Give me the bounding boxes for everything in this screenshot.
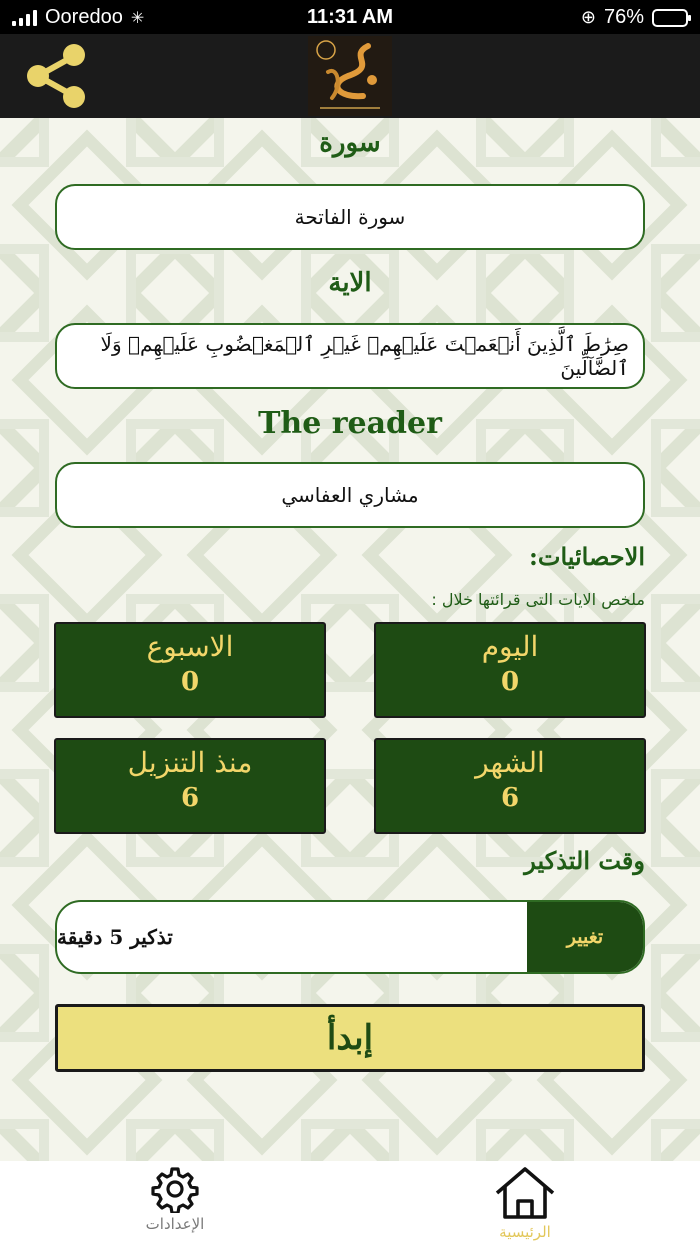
tab-settings-label: الإعدادات: [145, 1215, 205, 1233]
stat-label: الاسبوع: [146, 630, 234, 663]
activity-spinner-icon: ✳: [130, 9, 145, 27]
stats-subtitle: ملخص الايات التى قرائتها خلال :: [431, 590, 645, 609]
stat-value: 0: [500, 667, 520, 697]
rotation-lock-icon: ⊕: [580, 7, 596, 27]
stat-card-month: [374, 738, 646, 834]
battery-icon: [652, 9, 688, 27]
stat-label: منذ التنزيل: [127, 746, 253, 779]
change-reminder-button[interactable]: تغيير: [527, 902, 643, 972]
start-button[interactable]: إبدأ: [55, 1004, 645, 1072]
reader-field[interactable]: مشاري العفاسي: [55, 462, 645, 528]
stat-card-all-time: [54, 738, 326, 834]
main-content: [0, 118, 700, 1161]
surah-field[interactable]: سورة الفاتحة: [55, 184, 645, 250]
tab-home[interactable]: [450, 1161, 600, 1244]
home-icon: [493, 1165, 557, 1221]
reader-title: The reader: [258, 406, 442, 441]
tab-home-label: الرئيسية: [499, 1223, 551, 1241]
tab-bar: [0, 1161, 700, 1244]
battery-percent: 76%: [603, 6, 644, 28]
carrier-name: Ooredoo: [45, 6, 123, 28]
share-button[interactable]: [24, 42, 90, 110]
status-bar: [0, 0, 700, 34]
ayah-title: الاية: [328, 268, 372, 298]
gear-icon: [151, 1165, 199, 1213]
status-right: [581, 6, 688, 29]
stat-card-today: [374, 622, 646, 718]
stat-card-week: [54, 622, 326, 718]
reminder-value: تذكير 5 دقيقة: [57, 925, 173, 949]
app-header: [0, 34, 700, 118]
tab-settings[interactable]: [100, 1161, 250, 1244]
app-logo: [308, 36, 392, 116]
share-icon: [24, 42, 90, 110]
stats-title: الاحصائيات:: [528, 542, 645, 571]
stat-value: 6: [500, 783, 520, 813]
stat-value: 6: [180, 783, 200, 813]
stat-label: الشهر: [475, 746, 545, 779]
stat-value: 0: [180, 667, 200, 697]
surah-title: سورة: [319, 128, 381, 158]
stat-label: اليوم: [481, 630, 539, 663]
status-time: 11:31 AM: [307, 6, 393, 28]
reminder-title: وقت التذكير: [524, 846, 645, 875]
reminder-box: [55, 900, 645, 974]
ayah-field[interactable]: صِرَٰطَ ٱلَّذِينَ أَنۡعَمۡتَ عَلَيۡهِمۡ غَيۡرِ ٱلۡمَغۡضُوبِ عَلَيۡهِمۡ وَلَا ٱلضَّآلِّينَ: [55, 323, 645, 389]
